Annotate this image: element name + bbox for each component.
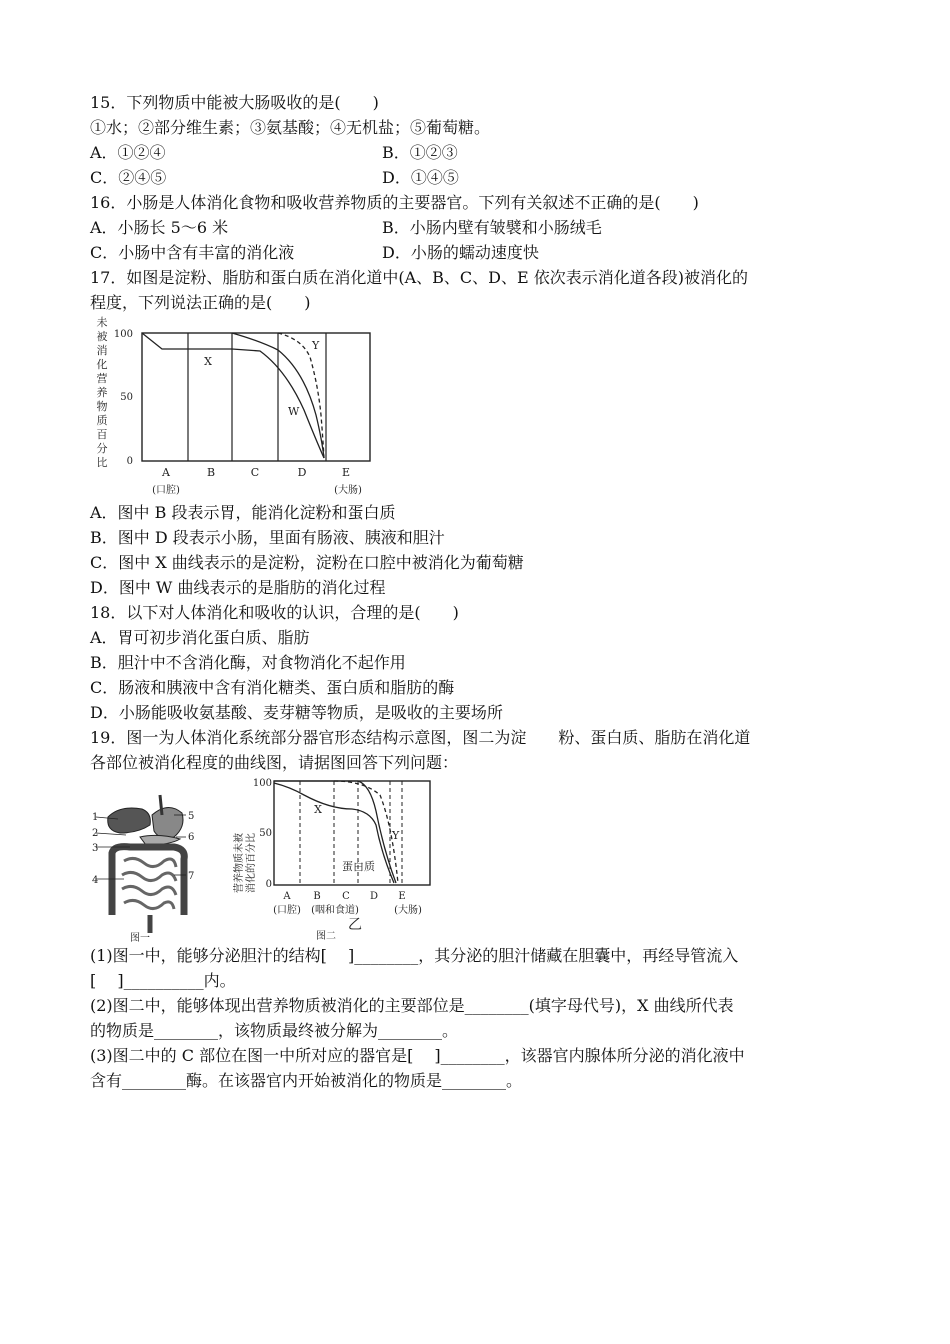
fig2-ylabel-col1: 营养物质未被 (234, 833, 245, 893)
liver-shape (108, 808, 151, 833)
fig2-sub-pharynx-esophagus: (咽和食道) (311, 905, 359, 916)
fig2-caption: 图二 (316, 931, 336, 942)
stomach-shape (152, 807, 183, 838)
fig2-label-y: Y (392, 829, 400, 842)
q15-options-row2 (90, 165, 870, 190)
fig2-seg-d: D (369, 891, 379, 902)
q19-fig1 (92, 795, 194, 943)
q17-ytick-0: 0 (126, 456, 133, 467)
fig2-label-x: X (314, 803, 322, 816)
q17-ytick-50: 50 (120, 392, 133, 403)
fig2-ytick-100: 100 (252, 778, 272, 789)
fig2-extra-mark: 乙 (348, 917, 362, 933)
q17-ylabel-char: 未 (96, 316, 108, 329)
fig2-sub-large-intestine: (大肠) (394, 905, 422, 916)
q17-plot-frame (142, 333, 370, 461)
q19-stem-line1: 19．图一为人体消化系统部分器官形态结构示意图，图二为淀 粉、蛋白质、脂肪在消化道 (90, 728, 751, 747)
q17-label-x: X (204, 355, 212, 368)
q19-sub2-line1: (2)图二中，能够体现出营养物质被消化的主要部位是________(填字母代号)，X 曲线所代表 (90, 996, 734, 1015)
q17-ylabel-char: 养 (96, 386, 108, 399)
q17-ylabel-char: 被 (96, 330, 108, 343)
q19-sub3-line1: (3)图二中的 C 部位在图一中所对应的器官是[ ]________，该器官内腺体所分泌的消化液中 (90, 1046, 745, 1065)
q17-label-w: W (288, 405, 300, 418)
q17-stem-line1: 17．如图是淀粉、脂肪和蛋白质在消化道中(A、B、C、D、E 依次表示消化道各段)被消化的 (90, 268, 748, 287)
q19-fig2 (232, 778, 430, 942)
fig1-num-3: 3 (92, 843, 99, 854)
q16-option-b: B．小肠内壁有皱襞和小肠绒毛 (382, 218, 602, 237)
q16-options-row1 (90, 215, 870, 240)
q16-option-a: A．小肠长 5～6 米 (90, 218, 229, 237)
fig2-sub-mouth: (口腔) (273, 905, 301, 916)
q15-options-row1 (90, 140, 870, 165)
fig1-caption: 图一 (130, 933, 150, 943)
fig2-ytick-50: 50 (259, 828, 272, 839)
fig2-seg-e: E (398, 891, 406, 902)
fig1-num-6: 6 (188, 832, 195, 843)
fig1-num-5: 5 (188, 811, 195, 822)
q17-ylabel-char: 营 (96, 372, 108, 385)
q15-stem: 15．下列物质中能被大肠吸收的是( ) (90, 93, 379, 112)
q18-stem: 18．以下对人体消化和吸收的认识，合理的是( ) (90, 603, 459, 622)
q17-option-c: C．图中 X 曲线表示的是淀粉，淀粉在口腔中被消化为葡萄糖 (90, 553, 524, 572)
q19-figures (90, 775, 450, 943)
q17-option-a: A．图中 B 段表示胃，能消化淀粉和蛋白质 (90, 503, 396, 522)
q16-option-d: D．小肠的蠕动速度快 (382, 243, 539, 262)
fig2-seg-a: A (283, 891, 291, 902)
q18-option-a: A．胃可初步消化蛋白质、脂肪 (90, 628, 310, 647)
q17-ylabel (97, 315, 108, 469)
fig1-num-1: 1 (92, 812, 99, 823)
small-intestine-shape (122, 858, 176, 909)
fig1-num-7: 7 (188, 871, 195, 882)
exam-page (90, 90, 870, 1093)
fig1-num-4: 4 (92, 875, 99, 886)
q16-stem: 16．小肠是人体消化食物和吸收营养物质的主要器官。下列有关叙述不正确的是( ) (90, 193, 699, 212)
q15-option-d: D．①④⑤ (382, 168, 459, 187)
q18-option-b: B．胆汁中不含消化酶，对食物消化不起作用 (90, 653, 406, 672)
q17-ylabel-char: 消 (96, 344, 108, 357)
q17-label-y: Y (312, 339, 320, 352)
esophagus-shape (160, 795, 162, 815)
q17-ylabel-char: 质 (96, 414, 108, 427)
q19-sub1-line1: (1)图一中，能够分泌胆汁的结构[ ]________，其分泌的胆汁储藏在胆囊中，再经导管流入 (90, 946, 739, 965)
q19-sub3-line2: 含有________酶。在该器官内开始被消化的物质是________。 (90, 1071, 523, 1090)
q17-option-b: B．图中 D 段表示小肠，里面有肠液、胰液和胆汁 (90, 528, 445, 547)
q17-ylabel-char: 百 (96, 428, 108, 441)
q17-ytick-100: 100 (113, 329, 133, 340)
q17-figure (90, 315, 390, 500)
fig2-ylabel-col2: 消化的百分比 (246, 833, 257, 893)
q17-ylabel-char: 物 (96, 400, 108, 413)
q19-stem-line2: 各部位被消化程度的曲线图，请据图回答下列问题： (90, 753, 459, 772)
q18-option-c: C．肠液和胰液中含有消化糖类、蛋白质和脂肪的酶 (90, 678, 455, 697)
q17-seg-e: E (341, 466, 351, 479)
q16-option-c: C．小肠中含有丰富的消化液 (90, 243, 295, 262)
q17-seg-a: A (162, 466, 170, 479)
fig2-label-protein: 蛋白质 (342, 860, 375, 873)
q17-sub-mouth: (口腔) (152, 485, 180, 496)
q17-ylabel-char: 比 (96, 456, 108, 469)
q17-stem-line2: 程度，下列说法正确的是( ) (90, 293, 311, 312)
q17-seg-d: D (297, 466, 307, 479)
q19-sub2-line2: 的物质是________，该物质最终被分解为________。 (90, 1021, 459, 1040)
fig2-ytick-0: 0 (265, 879, 272, 890)
q19-sub1-line2: [ ]__________内。 (90, 971, 236, 990)
q18-option-d: D．小肠能吸收氨基酸、麦芽糖等物质，是吸收的主要场所 (90, 703, 503, 722)
q15-items: ①水；②部分维生素；③氨基酸；④无机盐；⑤葡萄糖。 (90, 118, 491, 137)
q17-seg-c: C (250, 466, 260, 479)
q15-option-c: C．②④⑤ (90, 168, 167, 187)
q17-curve-x (142, 333, 324, 458)
q15-option-b: B．①②③ (382, 143, 458, 162)
q17-sub-large-intestine: (大肠) (334, 485, 362, 496)
fig2-seg-b: B (313, 891, 321, 902)
q17-ylabel-char: 分 (96, 442, 108, 455)
fig2-seg-c: C (342, 891, 350, 902)
q15-option-a: A．①②④ (90, 143, 166, 162)
q16-options-row2 (90, 240, 870, 265)
q17-ylabel-char: 化 (96, 358, 108, 371)
fig1-num-2: 2 (92, 828, 99, 839)
q17-seg-b: B (206, 466, 216, 479)
q17-option-d: D．图中 W 曲线表示的是脂肪的消化过程 (90, 578, 386, 597)
